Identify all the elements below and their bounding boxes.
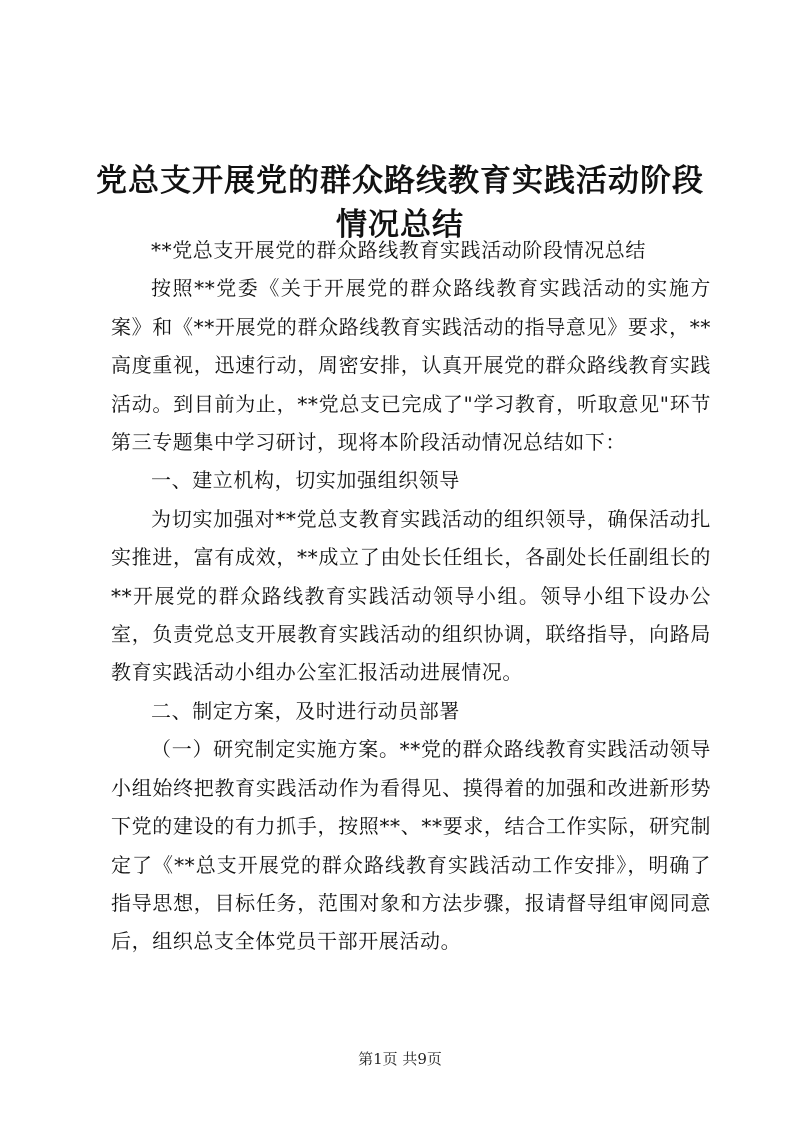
document-body: [111, 231, 711, 961]
intro-paragraph: 按照**党委《关于开展党的群众路线教育实践活动的实施方案》和《**开展党的群众路线教育实践活动的指导意见》要求，**高度重视，迅速行动，周密安排，认真开展党的群众路线教育实践活动。到目前为止，**党总支已完成了"学习教育，听取意见"环节第三专题集中学习研讨，现将本阶段活动情况总结如下：: [111, 276, 711, 455]
section-heading-1: 一、建立机构，切实加强组织领导: [151, 468, 460, 493]
page-footer: 第1页 共9页: [358, 1050, 442, 1068]
section-paragraph-2: （一）研究制定实施方案。**党的群众路线教育实践活动领导小组始终把教育实践活动作为看得见、摸得着的加强和改进新形势下党的建设的有力抓手，按照**、**要求，结合工作实际，研究制定了《**总支开展党的群众路线教育实践活动工作安排》，明确了指导思想，目标任务，范围对象和方法步骤，报请督导组审阅同意后，组织总支全体党员干部开展活动。: [111, 737, 711, 954]
body-subtitle: **党总支开展党的群众路线教育实践活动阶段情况总结: [151, 238, 646, 262]
section-paragraph-1: 为切实加强对**党总支教育实践活动的组织领导，确保活动扎实推进，富有成效，**成立了由处长任组长，各副处长任副组长的**开展党的群众路线教育实践活动领导小组。领导小组下设办公室，负责党总支开展教育实践活动的组织协调，联络指导，向路局教育实践活动小组办公室汇报活动进展情况。: [111, 506, 711, 685]
section-heading-2: 二、制定方案，及时进行动员部署: [151, 698, 460, 723]
document-title: 党总支开展党的群众路线教育实践活动阶段情况总结: [96, 162, 704, 243]
